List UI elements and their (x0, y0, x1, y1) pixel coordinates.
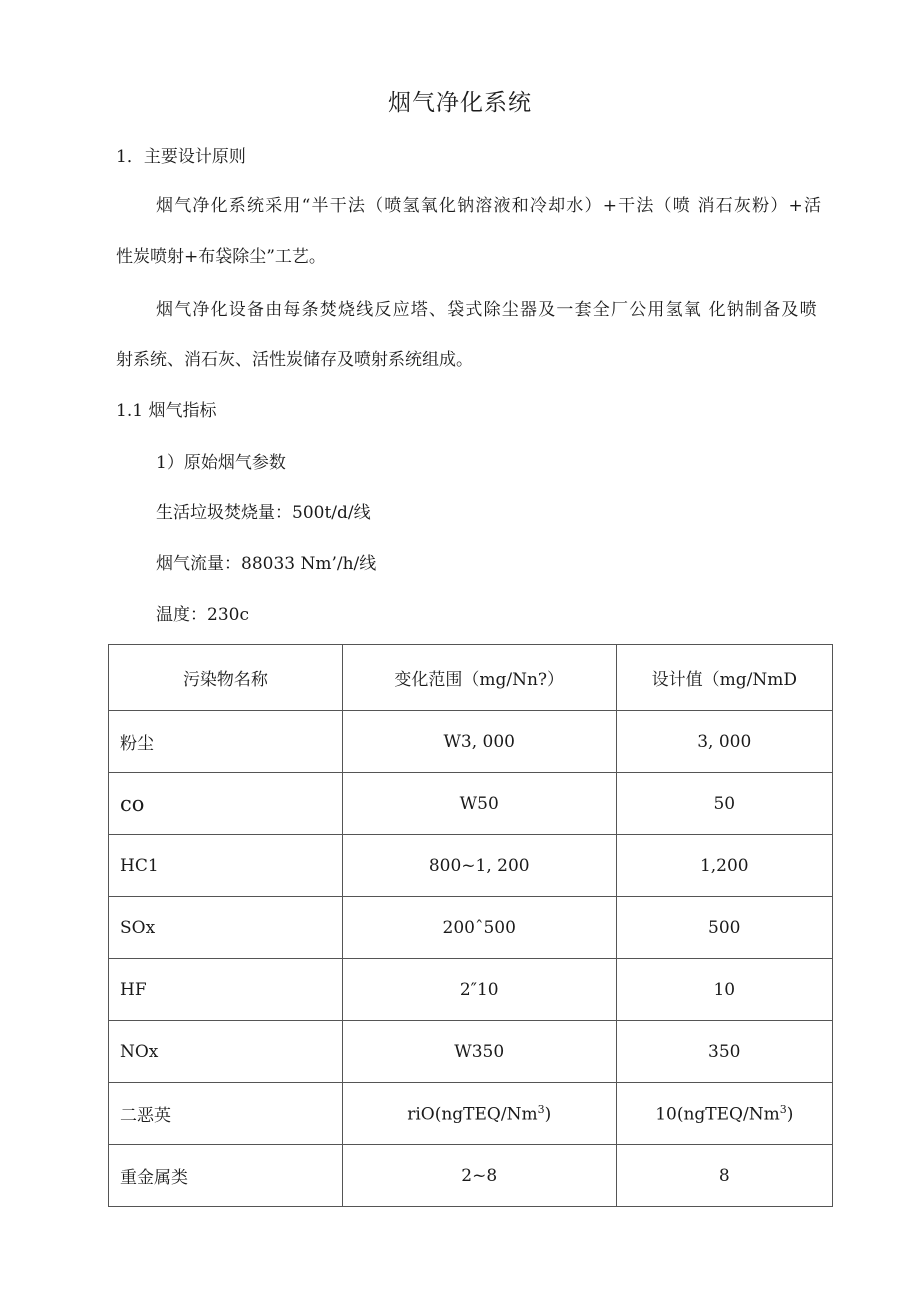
temperature-line: 温度：230c (156, 605, 249, 625)
header-range: 变化范围（mg/Nn?） (342, 645, 616, 711)
cell-pollutant-name: co (109, 773, 343, 835)
paragraph-1-line-2: 性炭喷射+布袋除尘”工艺。 (116, 247, 326, 267)
cell-design-value: 1,200 (616, 835, 832, 897)
flow-rate-line: 烟气流量：88033 Nm’/h/线 (156, 554, 377, 574)
table-row (109, 1021, 833, 1083)
cell-design-value: 10 (616, 959, 832, 1021)
cell-pollutant-name: 二恶英 (109, 1083, 343, 1145)
table-row (109, 773, 833, 835)
table-row (109, 959, 833, 1021)
design-superscript: 3 (779, 1102, 787, 1116)
paragraph-2-line-2: 射系统、消石灰、活性炭储存及喷射系统组成。 (116, 350, 473, 370)
cell-design-value: 350 (616, 1021, 832, 1083)
cell-pollutant-name: SOx (109, 897, 343, 959)
design-text: 10(ngTEQ/Nm (655, 1104, 780, 1125)
cell-range (342, 1083, 616, 1145)
cell-range: 800~1, 200 (342, 835, 616, 897)
range-text: riO(ngTEQ/Nm (407, 1104, 538, 1125)
pollutant-table (108, 644, 833, 1207)
burn-rate-line: 生活垃圾焚烧量：500t/d/线 (156, 503, 371, 523)
cell-range: W50 (342, 773, 616, 835)
cell-range: W3, 000 (342, 711, 616, 773)
cell-pollutant-name: 重金属类 (109, 1145, 343, 1207)
sub-heading-raw-flue-gas: 1）原始烟气参数 (156, 453, 286, 473)
cell-pollutant-name: HC1 (109, 835, 343, 897)
cell-design-value: 500 (616, 897, 832, 959)
cell-pollutant-name: HF (109, 959, 343, 1021)
table-row (109, 897, 833, 959)
range-superscript: 3 (537, 1102, 545, 1116)
header-pollutant-name: 污染物名称 (109, 645, 343, 711)
paragraph-2-line-1: 烟气净化设备由每条焚烧线反应塔、袋式除尘器及一套全厂公用氢氧 化钠制备及喷 (156, 300, 818, 320)
cell-pollutant-name: NOx (109, 1021, 343, 1083)
section-heading-1-1: 1.1 烟气指标 (116, 401, 217, 421)
table-row (109, 835, 833, 897)
range-tail: ) (544, 1104, 552, 1125)
section-heading-1: 1．主要设计原则 (116, 147, 246, 167)
cell-design-value: 3, 000 (616, 711, 832, 773)
table-row (109, 1083, 833, 1145)
paragraph-1-line-1: 烟气净化系统采用“半干法（喷氢氧化钠溶液和冷却水）+干法（喷 消石灰粉）+活 (156, 196, 823, 216)
cell-range: W350 (342, 1021, 616, 1083)
table-header-row (109, 645, 833, 711)
design-tail: ) (786, 1104, 794, 1125)
table-row (109, 1145, 833, 1207)
cell-range: 200ˆ500 (342, 897, 616, 959)
document-title: 烟气净化系统 (388, 90, 532, 116)
cell-design-value: 50 (616, 773, 832, 835)
cell-pollutant-name: 粉尘 (109, 711, 343, 773)
cell-range: 2″10 (342, 959, 616, 1021)
cell-design-value (616, 1083, 832, 1145)
table-row (109, 711, 833, 773)
cell-design-value: 8 (616, 1145, 832, 1207)
header-design-value: 设计值（mg/NmD (616, 645, 832, 711)
cell-range: 2~8 (342, 1145, 616, 1207)
